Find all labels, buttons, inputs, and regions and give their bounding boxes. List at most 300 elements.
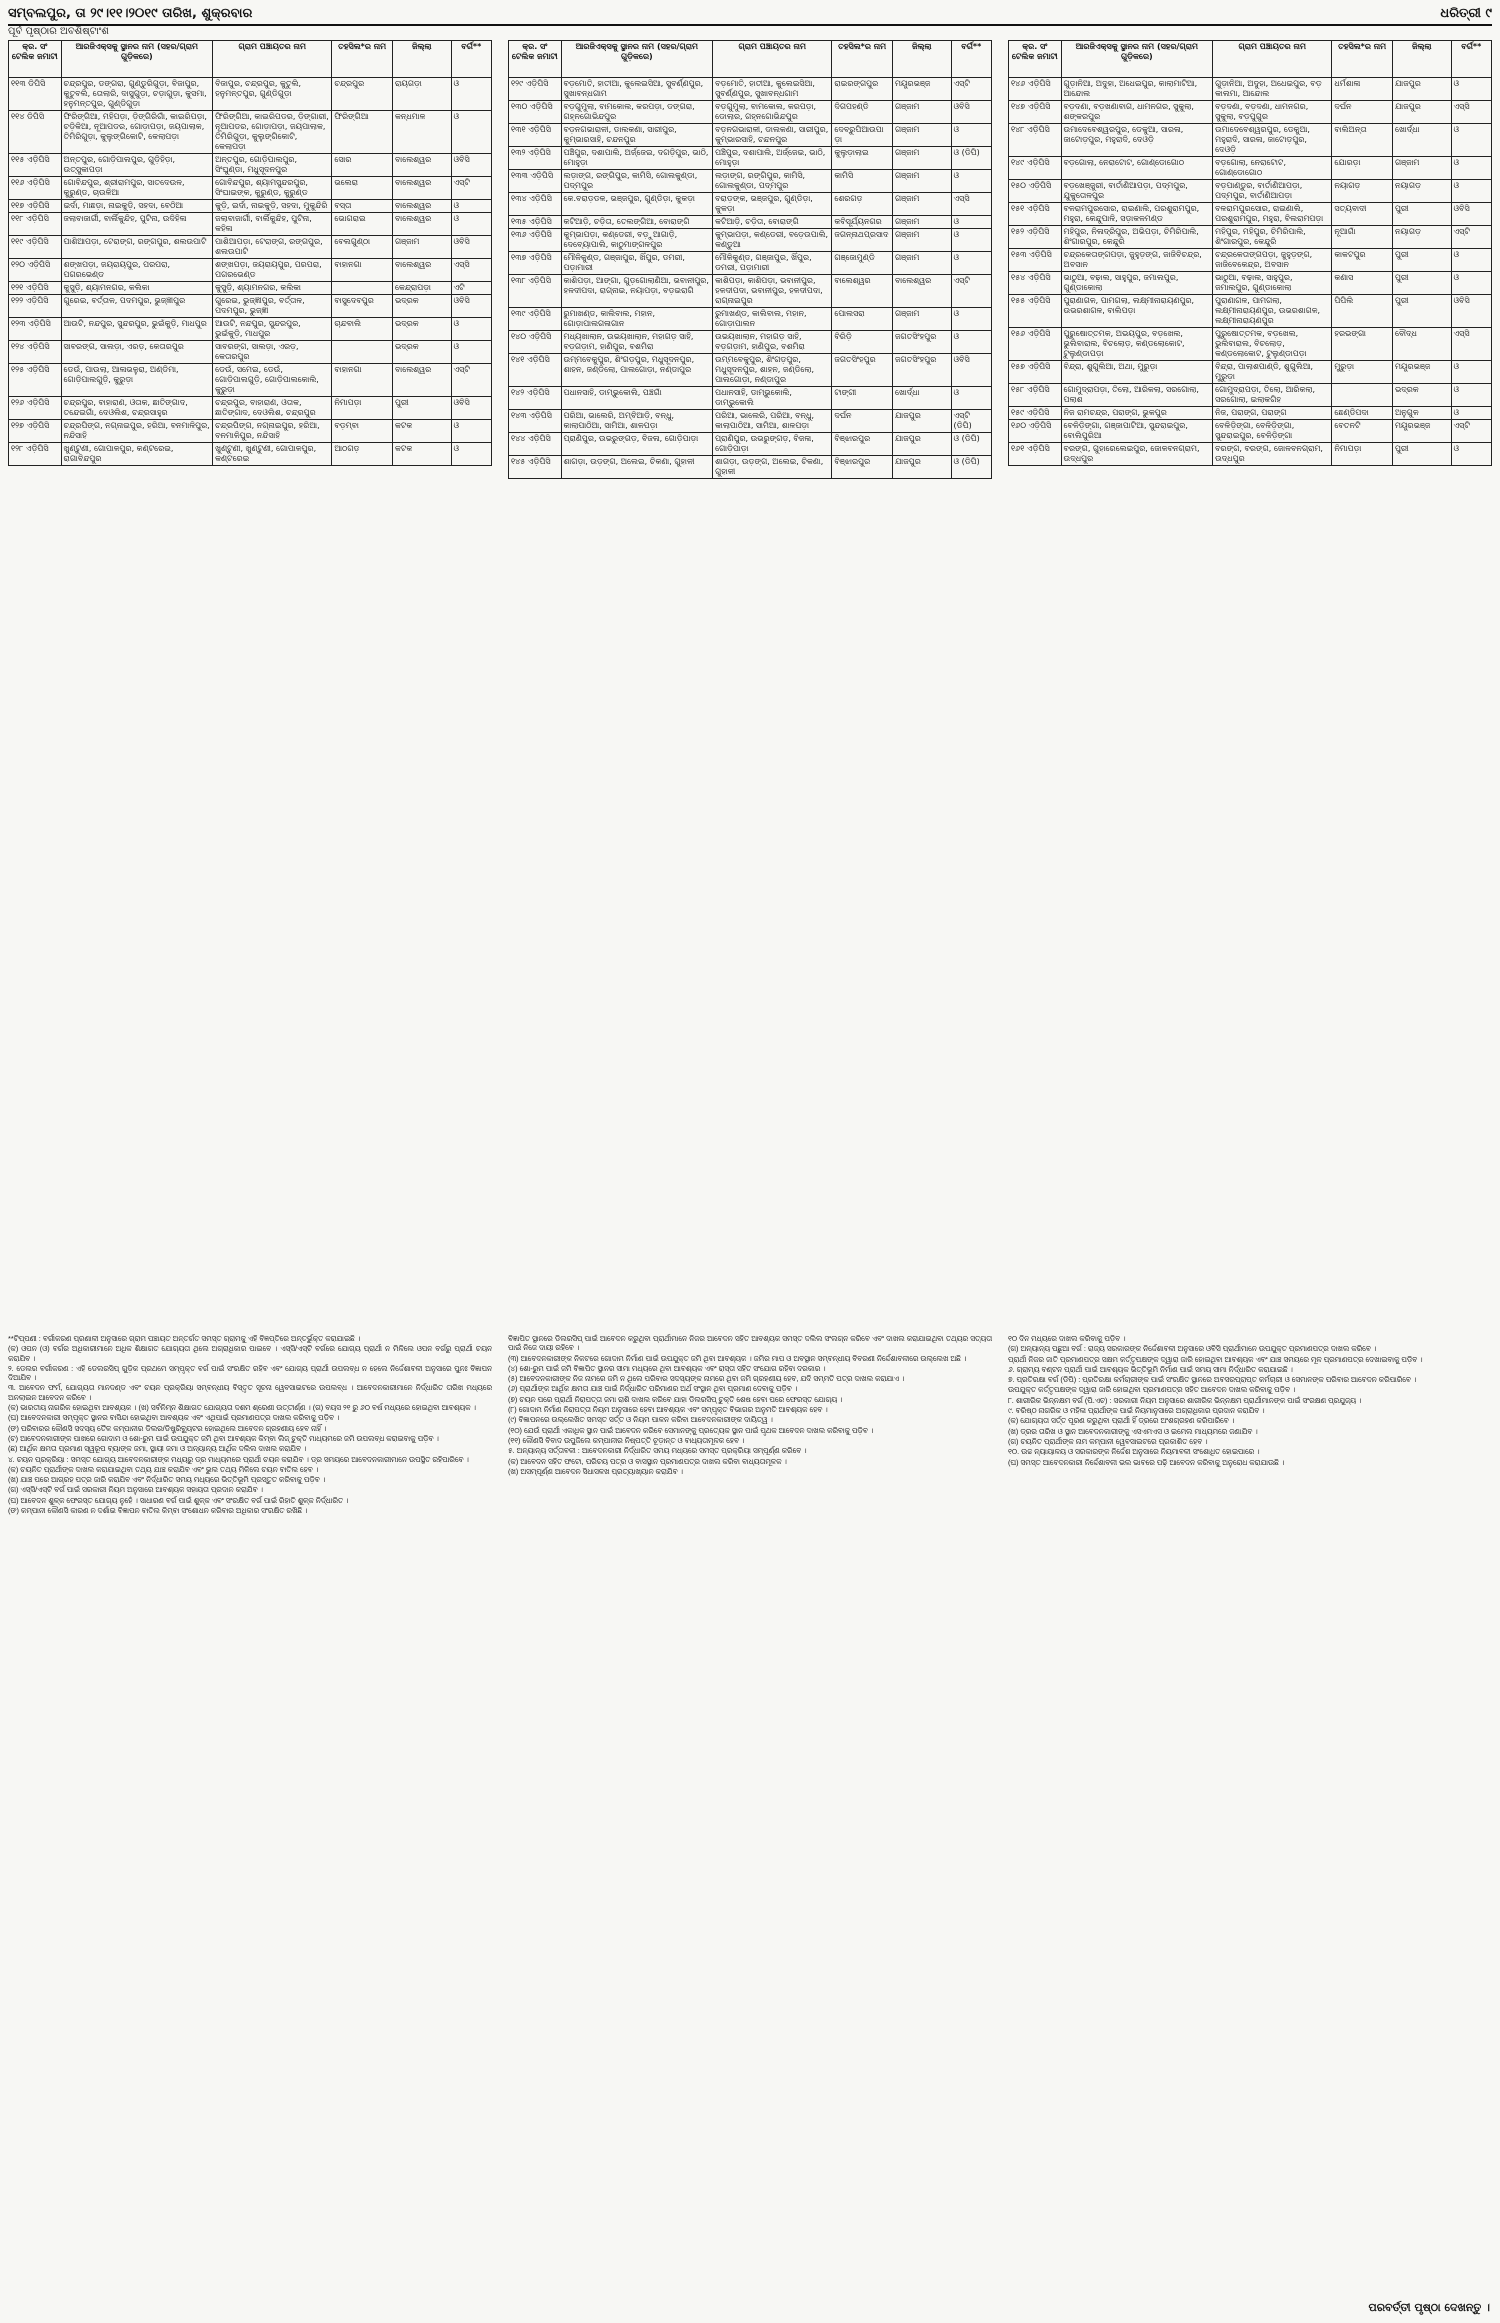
table-cell: ବେତନଟି — [1332, 420, 1393, 443]
table-cell: କୁଲୁଡ଼ାଲାଇ — [832, 147, 893, 170]
table-row — [509, 354, 992, 387]
table-cell: ଜଗତସିଂହପୁର — [832, 354, 893, 387]
table-cell: ଖୁଣ୍ଟୁଣୀ, ଗୋପାଳପୁର, କଣ୍ଟରେଇ, ରାଗାବିନ୍ଦପୁର — [61, 443, 213, 466]
table-cell: ପୁରୀ — [392, 397, 451, 420]
table-row — [9, 295, 492, 318]
table-cell: ପାଶିଆପଡ଼ା, ଟେରାଙ୍ଗ, ରଙ୍ଗପୁର, ଶଲଉପାଟି — [213, 236, 332, 259]
table-cell: ପୁରୀ — [1392, 203, 1451, 226]
text-column-2 — [508, 1334, 992, 2309]
table-cell: ଖୁଣ୍ଟୁଣୀ, ଖୁଣ୍ଟୁଣୀ, ଗୋପାଳପୁର, କଣ୍ଟରେଇ — [213, 443, 332, 466]
table-cell: ଓ — [451, 341, 491, 364]
table-cell — [1332, 384, 1393, 407]
body-paragraph: (୧୦) ଯେଉଁ ପ୍ରାର୍ଥୀ ଏକାଧିକ ସ୍ଥାନ ପାଇଁ ଆବେଦନ କରିବେ ସେମାନଙ୍କୁ ପ୍ରତ୍ୟେକ ସ୍ଥାନ ପାଇଁ ପୃଥକ ଆବେଦନ ଦାଖଲ କରିବାକୁ ପଡ଼ିବ । — [508, 1425, 874, 1435]
table-cell: ୧୩୯ ଏଡ଼ିପିସି — [509, 308, 562, 331]
table-row — [509, 331, 992, 354]
table-cell: ଓ (ଡିପି) — [951, 147, 991, 170]
column-header: ଜିଲ୍ଲା — [392, 41, 451, 78]
table-cell: ବୌଦ୍ଧ — [1392, 328, 1451, 361]
body-paragraph: (କ) ଯୋଗ୍ୟତା ସର୍ତ୍ତ ପୂରଣ କରୁଥିବା ପ୍ରାର୍ଥୀ ହିଁ ଡ୍ରରେ ଅଂଶଗ୍ରହଣ କରିପାରିବେ । — [1008, 1416, 1234, 1426]
table-row — [1009, 226, 1492, 249]
table-cell: ଇର୍ଦା, ମାଛଡ଼ା, ନାଇକୁଡ଼ି, ସହଦା, ବେଠିଆ — [61, 200, 213, 213]
table-cell: ବଡ଼ମ୍ବା — [332, 420, 393, 443]
table-row — [9, 154, 492, 177]
table-cell: କଣାସ — [1332, 272, 1393, 295]
table-cell: ପୁରାଣାଗଳ, ପାମଗଲା, ଲକ୍ଷ୍ମୀନାରାୟଣପୁର, ଉଭରଶାଗଳ, ବାଲିପଡ଼ା — [1061, 295, 1213, 328]
table-cell: ରାଇରଙ୍ଗପୁର — [832, 78, 893, 101]
table-cell: ଗଞ୍ଜାମ — [892, 124, 951, 147]
column-header: କ୍ର. ସଂ ଟେଲିକ ଜମାଟୀ — [9, 41, 62, 78]
table-cell: ୧୫୩ ଏଡ଼ିପିସି — [1009, 249, 1062, 272]
table-row — [509, 456, 992, 479]
table-row — [1009, 361, 1492, 384]
table-cell: ୧୨୪ ଏଡ଼ିପିସି — [9, 341, 62, 364]
table-row — [9, 397, 492, 420]
table-cell: ଓବିସି — [951, 354, 991, 387]
table-cell: ବାହାନଗା — [332, 259, 393, 282]
table-cell: ୧୫୫ ଏଡ଼ିପିସି — [1009, 295, 1062, 328]
table-cell: ଶାଗଡ଼ା, ଉଡ଼ଙ୍ଗ, ଅଲେଇ, ଚିକଣା, ଗୁହାଳୀ — [561, 456, 713, 479]
table-cell: ୧୪୧ ଏଡ଼ିପିସି — [509, 354, 562, 387]
table-cell: ୧୩୩ ଏଡ଼ିପିସି — [509, 170, 562, 193]
table-cell: ଏସ୍ଟି — [451, 177, 491, 200]
table-cell: ବେଲଗୁଣ୍ଠା — [332, 236, 393, 259]
table-cell: ୧୪୮ ଏଡ଼ିପିସି — [1009, 124, 1062, 157]
table-cell: ଭଲେରା — [332, 177, 393, 200]
table-cell: ଦେବ୍ରୁପିଆଉପାଡ଼ା — [832, 124, 893, 147]
table-cell: ଦର୍ଘନ — [1332, 101, 1393, 124]
table-cell: ୧୨୧ ଏଡ଼ିପିସି — [9, 282, 62, 295]
table-cell: ଯାଜପୁର — [892, 433, 951, 456]
table-cell: ଅନ୍ତପୁର, ଗୋଡ଼ିପାଲପୁର, ସିଂଘୁଣ୍ଡା, ମଧୁସୂଦନପୁର — [213, 154, 332, 177]
table-cell: ପାଶିଆପଡ଼ା, ଟେରାଙ୍ଗ, ରଙ୍ଗପୁର, ଶଲଉପାଟି — [61, 236, 213, 259]
table-cell: ଓବିସି — [451, 154, 491, 177]
table-cell: ଓ — [451, 111, 491, 154]
column-header: କ୍ର. ସଂ ଟେଲିକ ଜମାଟୀ — [1009, 41, 1062, 78]
body-paragraph: ବିଜ୍ଞାପିତ ସ୍ଥାନରେ ଡିଲରସିପ୍ ପାଇଁ ଆବେଦନ କରୁଥିବା ପ୍ରାର୍ଥୀମାନେ ନିଜର ଆବେଦନ ସହିତ ଆବଶ୍ୟକ ସମସ୍ତ ଦଲିଲ ସଂଲଗ୍ନ କରିବେ ଏବଂ ଦାଖଲ କରାଯାଇଥିବା ତଥ୍ୟର ସତ୍ୟତା ପାଇଁ ନିଜେ ଦାୟୀ ରହିବେ । — [508, 1334, 992, 1353]
table-cell: କାଶିପଡ଼ା, କାଶିପଡ଼ା, ଭବାନୀପୁର, ହଳଦୀପଦା, ଭବାନୀପୁର, ହଳଦୀପଦା, ରାଗ୍ନାଇପୁର — [713, 275, 832, 308]
table-cell: ବାଲେଶ୍ୱର — [392, 177, 451, 200]
table-row — [509, 216, 992, 229]
table-cell: ବାଲେଶ୍ୱର — [832, 275, 893, 308]
table-row — [1009, 124, 1492, 157]
table-cell: ଗଞ୍ଜାମ — [892, 147, 951, 170]
body-paragraph: ଉପଯୁକ୍ତ କର୍ତ୍ତୃପକ୍ଷଙ୍କ ଦ୍ୱାରା ଜାରି ହୋଇଥିବା ପ୍ରମାଣପତ୍ର ସହିତ ଆବେଦନ ଦାଖଲ କରିବାକୁ ପଡ଼ିବ । — [1008, 1385, 1296, 1395]
table-cell: କଟକ — [392, 420, 451, 443]
table-cell: ବସ୍ତା — [332, 200, 393, 213]
table-cell: ଖୋର୍ଦ୍ଧା — [1392, 124, 1451, 157]
body-paragraph: (ଛ) ଆର୍ଥିକ କ୍ଷମତା ପ୍ରମାଣ ସ୍ୱରୂପ ବ୍ୟାଙ୍କ ଜମା, ସ୍ଥାୟୀ ଜମା ଓ ଅନ୍ୟାନ୍ୟ ଆର୍ଥିକ ଦଲିଲ ଦାଖଲ କରାଯିବ । — [8, 1444, 307, 1454]
table-cell: ବଡ଼ନଗଭାରାଳୀ, ଡାଲକଣା, ସାରୀପୁର, କୁମ୍ଭାରସାହି, ଚନ୍ଦନପୁର — [561, 124, 713, 147]
body-paragraph: ୬. ଗ୍ରାମ୍ୟ ବଣ୍ଟନ ପ୍ରାର୍ଥୀ ପାଇଁ ଆବଶ୍ୟକ ଭିତ୍ତିଭୂମି ନିର୍ମାଣ ପାଇଁ ସମୟ ସୀମା ନିର୍ଦ୍ଧାରିତ କରାଯାଇଛି । — [1008, 1364, 1293, 1374]
table-cell: ରାୟଗଡ଼ା — [392, 78, 451, 111]
table-cell: ନୟାଗଡ଼ — [1392, 226, 1451, 249]
column-header: ଜିଲ୍ଲା — [892, 41, 951, 78]
table-cell: ଅନୁଗୁଳ — [1392, 407, 1451, 420]
table-cell: ଗଞ୍ଜାମ — [1392, 157, 1451, 180]
table-cell: କବିସୂର୍ଯ୍ୟନଗର — [832, 216, 893, 229]
table-cell: ଗଞ୍ଜାମ — [892, 170, 951, 193]
location-table-2 — [508, 40, 992, 479]
table-row — [509, 308, 992, 331]
table-cell: ୧୪୨ ଏଡ଼ିପିସି — [509, 387, 562, 410]
table-cell: ୧୨୩ ଏଡ଼ିପିସି — [9, 318, 62, 341]
table-row — [1009, 295, 1492, 328]
table-cell: ଆଉଟି, ନନ୍ଦପୁର, ସୁନ୍ଦରପୁର, ଭୁଇଁକୁଡ଼ି, ମାଧପୁର — [61, 318, 213, 341]
table-row — [1009, 272, 1492, 295]
table-cell: ବଡ଼ଦଣା, ବଡ଼ଦଣା, ଧାମନଗର, ସୁକୁଲା, ବଡ଼ପୁଗୁର — [1213, 101, 1332, 124]
text-column-1 — [8, 1334, 492, 2309]
table-cell: ଗୁଡ଼ାନିଆ, ଅଦୁହା, ଅଧେଇପୁର, କାଲାମାଟିଆ, ଆନ୍ଦୋଲ — [1061, 78, 1213, 101]
table-row — [9, 213, 492, 236]
table-cell: ଦିଗପହଣ୍ଡି — [832, 101, 893, 124]
table-cell: ପଞ୍ଚିପୁର, ଦଶାପାଲି, ଅର୍ଜ୍ଜେଇ, ଭାଠି, ମୋହୁଡ଼ା — [713, 147, 832, 170]
table-cell: ୧୫୯ ଏଡ଼ିପିସି — [1009, 407, 1062, 420]
table-cell: ଚନ୍ଦ୍ରପୁର, ବାହାରାଣ, ଓତାକ, ଛାତିଙ୍ଗାଦ, ତନ୍ଦେଇଗାଁ, ଦେଓଲିଶ, ଚନ୍ଦ୍ରସାହୁର — [61, 397, 213, 420]
table-cell: ଓ — [951, 216, 991, 229]
table-cell: କୁଡ଼ି, ଇର୍ଦା, ନାଇକୁଡ଼ି, ସହଦା, ମୁକୁନ୍ଦିରି — [213, 200, 332, 213]
table-cell: ବିଞ୍ଝାରପୁର — [832, 456, 893, 479]
table-cell: ୧୪୩ ଏଡ଼ିପିସି — [509, 410, 562, 433]
table-cell: ୧୪୦ ଏଡ଼ିପିସି — [509, 331, 562, 354]
table-cell: ଓ — [451, 443, 491, 466]
table-cell: ଭାଠୁଆ, ବଢ଼ାଲ, ସାହୁପୁର, ଜମାଲପୁର, ଗୁଣ୍ଡାକୋଲା — [1213, 272, 1332, 295]
table-cell: ମହିପୁର, ମହିପୁର, ଚିମିରିପାଲି, ଶିଂଗାରପୁର, କେନ୍ଦୁରି — [1213, 226, 1332, 249]
table-cell: କଟିଆଡ଼ି, ଚଡ଼ିତା, ବୋରାଙ୍ଗି — [713, 216, 832, 229]
table-cell: ୧୨୬ ଏଡ଼ିପିସି — [9, 397, 62, 420]
table-cell: ଖୋର୍ଦ୍ଧା — [892, 387, 951, 410]
table-cell: ଓ — [1451, 407, 1491, 420]
table-cell: କୁମ୍ଭାପଡ଼ା, କଣ୍ଡେରୀ, ବଡ଼େଉପାଲି, କଣ୍ଡୁଆ — [713, 229, 832, 252]
table-cell: ପରିଆ, ଭାଲେରି, ପରିଆ, ବନ୍ଧୁ, କାଲାପାଠିଆ, ସାମିଆ, ଶାଳପଡ଼ା — [713, 410, 832, 433]
table-cell: ବେଳିଡ଼ିଙ୍ଗା, ଗଞ୍ଜାପାଟିଆ, ସୁନ୍ଦରାଇପୁର, ବୋଲିପୁରିଆ — [1061, 420, 1213, 443]
table-cell: କାମିସି — [832, 170, 893, 193]
page-number: ଧରିତ୍ରୀ ୯ — [1440, 6, 1492, 21]
table-cell: ୧୩୬ ଏଡ଼ିପିସି — [509, 229, 562, 252]
table-cell: ବଡ଼ଖେଞ୍ଜୁରୀ, ବାର୍ତାଣିଆପଡ଼ା, ପଦ୍ମପୁର, ଯୁକୁତୋଳପୁର — [1061, 180, 1213, 203]
table-cell: ଓବିସି — [451, 397, 491, 420]
table-cell: ଏସ୍ସି — [951, 193, 991, 216]
table-cell: ନିଜ, ପରାଙ୍ଗ, ପରାଙ୍ଗ — [1213, 407, 1332, 420]
table-row — [9, 420, 492, 443]
table-cell: ଓ — [451, 318, 491, 341]
body-paragraph: (ଘ) ଆବେଦନକାରୀ ସମ୍ପୃକ୍ତ ସ୍ଥାନର ବାସିନ୍ଦା ହୋଇଥିବା ଆବଶ୍ୟକ ଏବଂ ଏଥିପାଇଁ ପ୍ରମାଣପତ୍ର ଦାଖଲ କରିବାକୁ ପଡ଼ିବ । — [8, 1413, 340, 1423]
table-column-3 — [1008, 40, 1492, 466]
table-row — [1009, 78, 1492, 101]
table-cell: କୁମ୍ଭାପଡ଼ା, କଣ୍ଡେରୀ, ବଡ଼ୁଆଗାଡ଼ି, ଦେବ୍ୟୋପାଲି, କାଠୁମାଙ୍ଗଳପୁର — [561, 229, 713, 252]
table-cell: ବିରିଡ଼ି — [832, 331, 893, 354]
body-paragraph: (୮) ଗୋଦାମ ନିର୍ମାଣ ନିରାପତ୍ତା ନିୟମ ଅନୁସାରେ ହେବା ଆବଶ୍ୟକ ଏବଂ ସମ୍ପୃକ୍ତ ବିଭାଗର ଅନୁମତି ଆବଶ୍ୟକ ହେବ । — [508, 1405, 828, 1415]
column-header: ଗ୍ରାମ ପଞ୍ଚାୟତର ନାମ — [213, 41, 332, 78]
table-cell: ଏସ୍ସି — [451, 259, 491, 282]
table-cell: ଯୋରଡ଼ା — [1332, 157, 1393, 180]
column-header: ତହସିଲ*ର ନାମ — [1332, 41, 1393, 78]
table-cell: ଗୁଡ଼ାନିଆ, ଅଦୁହା, ଅଧେଇପୁର, ବଡ଼ କାଲମା, ଆନ୍ଦୋଲ — [1213, 78, 1332, 101]
table-cell: ଶେରଗଡ଼ — [832, 193, 893, 216]
table-cell: ସାବରଙ୍ଗ, ସାଲଡ଼ା, ଏରଡ଼, କେତାରପୁର — [213, 341, 332, 364]
table-cell: ବାଲେଶ୍ୱର — [392, 364, 451, 397]
table-cell: ଧର୍ମଶାଳା — [1332, 78, 1393, 101]
table-header-row — [1009, 41, 1492, 78]
table-cell: ଫିରିଙ୍ଗିଆ, କାଇରିପଡର, ଡ଼ିଙ୍ଗାରୀ, ନୂଆପଡର, ଗୋଡ଼ାପଡ଼ା, ଜୟପାଲାକ, ତିମିରିଗୁଡ଼ା, କୁଲୁଙ୍ଗିକୋଟି, କେଲାପଡ଼ା — [213, 111, 332, 154]
table-cell: ବାଲେଶ୍ୱର — [392, 259, 451, 282]
table-cell: ୧୪୯ ଏଡ଼ିପିସି — [1009, 157, 1062, 180]
body-paragraph: (ଙ) ପରିବାରର କୌଣସି ସଦସ୍ୟ ତୈଳ କମ୍ପାନୀର ଡିଲର/ଡିଷ୍ଟ୍ରିବ୍ୟୁଟର ହୋଇଥିଲେ ଆବେଦନ ଗ୍ରହଣୀୟ ହେବ ନାହିଁ । — [8, 1423, 327, 1433]
table-cell: ଓ — [1451, 249, 1491, 272]
newspaper-dateline: ସମ୍ବଲପୁର, ତା ୨୯।୧୧।୨୦୧୯ ତାରିଖ, ଶୁକ୍ରବାର — [8, 6, 253, 21]
table-cell: କାଶିପଡ଼ା, ଆଙ୍ଗା, ଗୁଡ଼ଗୋଲାଣିଆ, ଭବାନୀପୁର, ହଳଦୀପଦା, ରାଗ୍ନାଇ, ନୟାପଡ଼ା, ବଡ଼ଇରାଗି — [561, 275, 713, 308]
column-header: ଜିଲ୍ଲା — [1392, 41, 1451, 78]
table-cell: ଟାଙ୍ଗୀ — [832, 387, 893, 410]
table-cell: ଓ — [1451, 272, 1491, 295]
table-cell: ଉମ୍ମବେକୁପୁର, ଶିଂଗଡ଼ପୁର, ମଧୁସୂଦନପୁର, ଶାହନ, ଜଣ୍ଡିଲୋ, ପାଲଗୋଡ଼ା, ନଣ୍ଡାପୁର — [713, 354, 832, 387]
table-cell: ପୁରୀ — [1392, 272, 1451, 295]
table-cell: ସୋର — [332, 154, 393, 177]
table-cell: ଚନ୍ଦ୍ରପୁର, ବାହାରାଣ, ଓତାକ, ଛାତିଙ୍ଗାଦ, ଦେଓଲିଶ, ଚନ୍ଦ୍ରପୁର — [213, 397, 332, 420]
table-cell: ଯାଜପୁର — [1392, 78, 1451, 101]
table-cell: ଓ — [951, 170, 991, 193]
table-row — [509, 101, 992, 124]
table-cell: ଶଙ୍ଖପଡ଼ା, ଜୟରାୟପୁର, ପରପରା, ପଗରଭେଣ୍ଡ — [213, 259, 332, 282]
body-paragraph: (ଗ) ଅନ୍ୟାନ୍ୟ ପଛୁଆ ବର୍ଗ : ରାଜ୍ୟ ସରକାରଙ୍କ ନିର୍ଦ୍ଦେଶାବଳୀ ଅନୁସାରେ ଓବିସି ପ୍ରାର୍ଥୀମାନେ ଉପଯୁକ୍ତ ପ୍ରମାଣପତ୍ର ଦାଖଲ କରିବେ । — [1008, 1344, 1377, 1354]
body-paragraph: ୯. ବରିଷ୍ଠ ନାଗରିକ ଓ ମହିଳା ପ୍ରାର୍ଥୀଙ୍କ ପାଇଁ ନିୟମାନୁସାରେ ଅଗ୍ରାଧିକାର ପ୍ରଦାନ କରାଯିବ । — [1008, 1406, 1265, 1416]
table-cell: ଓ — [451, 213, 491, 236]
table-cell: ଓ — [1451, 78, 1491, 101]
table-row — [509, 170, 992, 193]
table-cell: ଏଟି — [451, 282, 491, 295]
table-cell: ୧୫୧ ଏଡ଼ିପିସି — [1009, 203, 1062, 226]
table-row — [509, 433, 992, 456]
table-cell: ହରଭଙ୍ଗା — [1332, 328, 1393, 361]
table-cell: କାକଟପୁର — [1332, 249, 1393, 272]
table-cell: ଓ — [1451, 157, 1491, 180]
table-cell: ଅନ୍ତପୁର, ଗୋଡ଼ିପାଲପୁର, ଗୁଡ଼ିହିଡ଼ା, ଉତ୍ସୁକାପଡ଼ା — [61, 154, 213, 177]
body-paragraph: (କ) ଓପନ (ଓ) ବର୍ଗର ଅଧିକାରୀମାନେ ଅଧିକ ଶିକ୍ଷାଗତ ଯୋଗ୍ୟତା ଥିଲେ ଅଗ୍ରାଧିକାର ପାଇବେ । ଏସ୍ସି/ଏସ୍ଟି ବର୍ଗରେ ଯୋଗ୍ୟ ପ୍ରାର୍ଥୀ ନ ମିଳିଲେ ଓପନ ବର୍ଗରୁ ପ୍ରାର୍ଥୀ ଚୟନ କରାଯିବ । — [8, 1344, 492, 1363]
table-cell: ଶଙ୍ଖପଡ଼ା, ଜୟରାୟପୁର, ପରପରା, ପଗରଭେଣ୍ଡ — [61, 259, 213, 282]
table-cell: ବରାଡ଼ଙ୍କ, ଭଞ୍ଜପୁର, ଗୁଣ୍ଡିଡ଼ା, କୁକଡ଼ା — [713, 193, 832, 216]
table-cell: ଓବିସି — [1451, 295, 1491, 328]
table-row — [9, 177, 492, 200]
table-cell: ନୟାଗଡ଼ — [1392, 180, 1451, 203]
continued-label: ପୂର୍ବ ପୃଷ୍ଠାର ଅବଶିଷ୍ଟାଂଶ — [8, 26, 109, 37]
table-cell: ୧୩୨ ଏଡ଼ିପିସି — [509, 147, 562, 170]
table-cell: ଏସ୍ସି — [1451, 328, 1491, 361]
table-row — [1009, 407, 1492, 420]
table-cell: ଭଦ୍ରକ — [1392, 384, 1451, 407]
dealership-tables — [8, 40, 1492, 1330]
table-cell: ବାହାନଗା — [332, 364, 393, 397]
table-cell: ୧୧୪ ଡିପିସି — [9, 111, 62, 154]
table-cell: ପଞ୍ଚିପୁର, ଦଶାପାଲି, ଅର୍ଜ୍ଜେଇ, ଦଗଡ଼ିପୁର, ଭାଠି, ମୋହୁଡ଼ା — [561, 147, 713, 170]
table-cell: ପୋଲସରା — [832, 308, 893, 331]
table-cell: ୧୬୧ ଏଡ଼ିପିସି — [1009, 443, 1062, 466]
column-header: ବର୍ଗ** — [1451, 41, 1491, 78]
table-cell: ଚନ୍ଦ୍ରକେତାଙ୍ଗପଡ଼ା, ଜୁହୁଡ଼ଙ୍ଗ, ଜାଜିବିଚନ୍ଦ୍ର, ଅବସାନ — [1061, 249, 1213, 272]
body-paragraph: (କ) ଭାରତୀୟ ନାଗରିକ ହୋଇଥିବା ଆବଶ୍ୟକ । (ଖ) ସର୍ବନିମ୍ନ ଶିକ୍ଷାଗତ ଯୋଗ୍ୟତା ଦଶମ ଶ୍ରେଣୀ ଉତ୍ତୀର୍ଣ୍ଣ । (ଗ) ବୟସ ୨୧ ରୁ ୬୦ ବର୍ଷ ମଧ୍ୟରେ ହୋଇଥିବା ଆବଶ୍ୟକ । — [8, 1403, 476, 1413]
table-cell: ଚନ୍ଦ୍ରପିଙ୍ଗ, ନଗ୍ନାଇପୁର, ହରିଆ, ବନମାଳିପୁର, ନନ୍ଦିସାହି — [61, 420, 213, 443]
table-row — [1009, 328, 1492, 361]
table-cell: ୧୫୬ ଏଡ଼ିପିସି — [1009, 328, 1062, 361]
table-cell: ୧୨୮ ଏଡ଼ିପିସି — [9, 443, 62, 466]
body-paragraph: (ଘ) ସମସ୍ତ ଆବେଦନକାରୀ ନିର୍ଦ୍ଦେଶାବଳୀ ଭଲ ଭାବରେ ପଢ଼ି ଆବେଦନ କରିବାକୁ ଅନୁରୋଧ କରାଯାଉଛି । — [1008, 1457, 1285, 1467]
location-table-1 — [8, 40, 492, 466]
table-cell: ଲଡ଼ାଙ୍ଗ, ରଙ୍ଗିପୁର, କାମିସି, ଗୋଲକୁଣ୍ଡା, ପଦ୍ମପୁର — [713, 170, 832, 193]
body-paragraph: ୫. ଅନ୍ୟାନ୍ୟ ସର୍ତ୍ତାବଳୀ : ଆବେଦନକାରୀ ନିର୍ଦ୍ଧାରିତ ସମୟ ମଧ୍ୟରେ ସମସ୍ତ ପ୍ରକ୍ରିୟା ସମ୍ପୂର୍ଣ୍ଣ କରିବେ । — [508, 1446, 807, 1456]
table-cell: ଏସ୍ଟି (ଡିପି) — [951, 410, 991, 433]
column-header: ଆରଜିଏକ୍ସକୁ ସ୍ଥାନର ନାମ (ସହର/ଗ୍ରାମ ଗୁଡ଼ିକରେ) — [561, 41, 713, 78]
table-cell: ବଳରାମପୁରସୋର, ରାଇଣାଲି, ପରଶୁରାମପୁର, ମହୁରା, ବିଲରାମପଡ଼ା — [1213, 203, 1332, 226]
table-header-row — [9, 41, 492, 78]
table-cell: ବଡ଼ଗୋଲା, ନେରାଟୋଟ, ଗୋଣ୍ଡୋଗୋଠ — [1061, 157, 1213, 180]
table-cell: ଓ — [451, 420, 491, 443]
table-cell: ଗଞ୍ଜାମ — [892, 308, 951, 331]
table-row — [9, 341, 492, 364]
table-cell: ଓବିସି — [1451, 203, 1491, 226]
body-paragraph: (୭) ଚୟନ ପରେ ପ୍ରାର୍ଥୀ ନିରାପତ୍ତା ଜମା ରାଶି ଦାଖଲ କରିବେ ଯାହା ଡିଲରସିପ୍ ଚୁକ୍ତି ଶେଷ ହେବା ପରେ ଫେରସ୍ତ ଯୋଗ୍ୟ । — [508, 1394, 843, 1404]
table-cell: କଟକ — [392, 443, 451, 466]
table-cell: ୧୫୪ ଏଡ଼ିପିସି — [1009, 272, 1062, 295]
table-cell: ଏସ୍ଟି — [1451, 420, 1491, 443]
table-cell: ଓ — [451, 78, 491, 111]
table-cell: ଫିରିଙ୍ଗିଆ, ମହିପଡ଼ା, ଡ଼ିଙ୍ଗିରିଗାଁ, କାଇରିପଡ଼ା, ଚଡ଼ିକିଆ, ନୂଆପଡର, ଗୋଡ଼ାପଡ଼ା, ଜୟପାଲାକ, ତିମିରିଗୁଡ଼ା, କୁଲୁଙ୍ଗିକୋଟି, କେଲାପଡ଼ା — [61, 111, 213, 154]
table-cell: ଶାଗଡ଼ା, ଉଡ଼ଙ୍ଗ, ଅଲେଇ, ଚିକଣା, ଗୁହାଳୀ — [713, 456, 832, 479]
table-row — [9, 443, 492, 466]
table-cell: ଓ — [951, 387, 991, 410]
table-cell: ୧୨୦ ଏଡ଼ିପିସି — [9, 259, 62, 282]
table-cell: ପଧାନସାହି, ଡାମ୍ଭୁକୋଲି, ପଞ୍ଚଗାଁ — [561, 387, 713, 410]
table-row — [9, 364, 492, 397]
table-cell: ଚନ୍ଦ୍ରକେତାଙ୍ଗପଡ଼ା, ଜୁହୁଡ଼ଙ୍ଗ, ଜାଜିବେକେନ୍ଦ୍ର, ଅବସାନ — [1213, 249, 1332, 272]
table-cell: କେ.ବରାଡ଼ଡଳ, ଭଞ୍ଜପୁର, ଗୁଣ୍ଡିଡ଼ା, କୁକଡ଼ା — [561, 193, 713, 216]
body-paragraph: (ଙ) କମ୍ପାନୀ କୌଣସି କାରଣ ନ ଦର୍ଶାଇ ବିଜ୍ଞାପନ ବାତିଲ କିମ୍ବା ସଂଶୋଧନ କରିବାର ଅଧିକାର ସଂରକ୍ଷିତ ରଖିଛି । — [8, 1506, 308, 1516]
column-header: ତହସିଲ*ର ନାମ — [332, 41, 393, 78]
table-row — [509, 193, 992, 216]
table-cell — [332, 341, 393, 364]
table-cell: ପୁରାଣାଗଳ, ପାମଗଲା, ଲକ୍ଷ୍ମୀନାରାୟଣପୁର, ଉଭରଶାଗଳ, ଲକ୍ଷ୍ମୀନାରାୟଣପୁର — [1213, 295, 1332, 328]
body-paragraph: (ଗ) ଚୟନିତ ପ୍ରାର୍ଥୀଙ୍କ ନାମ କମ୍ପାନୀ ୱେବସାଇଟରେ ପ୍ରକାଶିତ ହେବ । — [1008, 1436, 1208, 1446]
table-cell: ଚାନ୍ଦବାଲି — [332, 318, 393, 341]
column-header: ବର୍ଗ** — [451, 41, 491, 78]
table-cell: ୧୨୯ ଏଡ଼ିପିସି — [509, 78, 562, 101]
body-paragraph: (କ) ଚୟନିତ ପ୍ରାର୍ଥୀଙ୍କ ଦାଖଲ କରାଯାଇଥିବା ତଥ୍ୟ ଯାଞ୍ଚ କରାଯିବ ଏବଂ ଭୁଲ ତଥ୍ୟ ମିଳିଲେ ଚୟନ ବାତିଲ ହେବ । — [8, 1464, 319, 1474]
table-cell: ଓ — [1451, 384, 1491, 407]
column-header: ଗ୍ରାମ ପଞ୍ଚାୟତର ନାମ — [713, 41, 832, 78]
table-cell: ୧୫୮ ଏଡ଼ିପିସି — [1009, 384, 1062, 407]
table-cell: ମୟୂରଭଞ୍ଜ — [1392, 420, 1451, 443]
table-cell: ସାବରଙ୍ଗ, ସାଲଡ଼ା, ଏରଡ଼, କେତାରପୁର — [61, 341, 213, 364]
location-table-3 — [1008, 40, 1492, 466]
table-cell: କେନ୍ଦ୍ରାପଡ଼ା — [392, 282, 451, 295]
table-cell: ବାଲେଶ୍ୱର — [892, 275, 951, 308]
table-cell: ନିମାପଡ଼ା — [332, 397, 393, 420]
table-row — [9, 200, 492, 213]
table-cell: ଉଭୟଖାଲାନ, ମହାଗଡ଼ ସାହି, ବଡ଼ଗଡ଼ାମ, ହାଣିପୁର, ବଶମିରା — [713, 331, 832, 354]
table-cell: ପିପିଲି — [1332, 295, 1393, 328]
table-cell: ବାଲେଶ୍ୱର — [392, 200, 451, 213]
table-cell: ଓ — [1451, 124, 1491, 157]
table-cell: ଯାଜପୁର — [1392, 101, 1451, 124]
body-paragraph: **ଟିପ୍ପଣୀ : ବର୍ଗୀକରଣ ପ୍ରଣାଳୀ ଅନୁସାରେ ଗ୍ରାମ ପଞ୍ଚାୟତ ଅନ୍ତର୍ଗତ ସମସ୍ତ ଗ୍ରାମକୁ ଏହି ବିଜ୍ଞପ୍ତିରେ ଅନ୍ତର୍ଭୁକ୍ତ କରାଯାଇଛି । — [8, 1334, 360, 1343]
table-cell: ଓ (ଡିପି) — [951, 456, 991, 479]
table-row — [9, 111, 492, 154]
table-cell: ଓବିସି — [451, 236, 491, 259]
table-cell: ଗଞ୍ଜାମ — [392, 236, 451, 259]
table-cell: ପ୍ରାଣିପୁର, ଉଭରୁଙ୍ଗଡ଼, ବିଜଳା, ଗୋଡ଼ିପାଡ଼ା — [713, 433, 832, 456]
column-header: ଗ୍ରାମ ପଞ୍ଚାୟତର ନାମ — [1213, 41, 1332, 78]
body-paragraph: (୫) ଆବେଦନକାରୀଙ୍କ ନିଜ ନାମରେ ଜମି ନ ଥିଲେ ପରିବାର ସଦସ୍ୟଙ୍କ ନାମରେ ଥିବା ଜମି ଗ୍ରହଣୀୟ ହେବ, ଯଦି ସମ୍ମତି ପତ୍ର ଦାଖଲ କରାଯାଏ । — [508, 1374, 905, 1384]
table-cell: ଜଲାବାଜାର୍ଗୀ, ବାର୍ଲିକୁନ୍ଦିହ, ପୁଟିନା, କହିଳା — [213, 213, 332, 236]
text-column-3 — [1008, 1334, 1492, 2309]
table-cell: ଡେଉଁ, ସମେଇ, ଡେଉଁ, ଗୋଡ଼ିପାଲଗୁଡ଼ି, ଗୋଡ଼ିପାଲକୋଲି, କୁରୁଡ଼ା — [213, 364, 332, 397]
table-cell: ଓ (ଡିପି) — [951, 433, 991, 456]
column-header: ଆରଜିଏକ୍ସକୁ ସ୍ଥାନର ନାମ (ସହର/ଗ୍ରାମ ଗୁଡ଼ିକରେ) — [61, 41, 213, 78]
table-cell: ୧୧୭ ଏଡ଼ିପିସି — [9, 200, 62, 213]
table-cell: ବଡ଼ଗୋଲା, ନେରାଟୋଟ, ଗୋଣ୍ଡୋଗୋଠ — [1213, 157, 1332, 180]
table-cell: ନୟାଗଡ଼ — [1332, 180, 1393, 203]
table-cell: ଏସ୍ଟି — [1451, 226, 1491, 249]
table-cell: ରୁମାଖଣ୍ଡ, କାଲିବାଲ, ମହାନ, ଗୋଡ଼ାପାଲଗଳାଗାନ — [561, 308, 713, 331]
table-cell: ପୁରୁଷୋତ୍ତମକ, ଅଭୟପୁର, ବଡ଼ଖେଲ, ଭୁଲିବାରାଲ, ବିଚଲୋଡ଼, କଣ୍ଡଲୋକୋଟ, ଟୁଲୁଣ୍ଡାପଡ଼ା — [1061, 328, 1213, 361]
table-cell: ବଡ଼ପାଣ୍ଡୁର, ବାର୍ତାଣିଆପଡ଼ା, ପଦ୍ମପୁର, ବାର୍ତାଣିଆପଡ଼ା — [1213, 180, 1332, 203]
table-row — [509, 387, 992, 410]
table-cell: ଓ — [951, 124, 991, 147]
table-cell: ୧୧୫ ଏଡ଼ିପିସି — [9, 154, 62, 177]
table-cell: ୧୨୭ ଏଡ଼ିପିସି — [9, 420, 62, 443]
table-cell: ୧୪୬ ଏଡ଼ିପିସି — [1009, 78, 1062, 101]
table-cell: ଜଲାବାଜାର୍ଗୀ, ବାର୍ଲିକୁନ୍ଦିହ, ପୁଟିନା, ଉଦିହିଳା — [61, 213, 213, 236]
table-row — [509, 124, 992, 147]
table-cell: ଓ — [951, 252, 991, 275]
table-cell: ୧୨୨ ଏଡ଼ିପିସି — [9, 295, 62, 318]
body-paragraph: (କ) ଆବେଦନ ସହିତ ଫଟୋ, ପରିଚୟ ପତ୍ର ଓ ବାସସ୍ଥାନ ପ୍ରମାଣପତ୍ର ଦାଖଲ କରିବା ବାଧ୍ୟତାମୂଳକ । — [508, 1456, 787, 1466]
table-cell: ଗଞ୍ଜାମ — [892, 193, 951, 216]
table-cell: ଗୋବିନ୍ଦପୁର, ଶ୍ରୀରାମପୁର, ସାତଦେଉଳ, କୁରୁଣ୍ଡ, ଚାଉଳିଆ — [61, 177, 213, 200]
table-row — [1009, 420, 1492, 443]
table-cell: କୁସୁଡ଼ି, ଶ୍ୟାମନଗର, କଲିକା — [61, 282, 213, 295]
table-cell: ଗୋମୁଦ୍ରାପଡ଼ା, ତିଲୋ, ଆରିକଲା, ସରଗୋଲା, ପଲାଶ — [1061, 384, 1213, 407]
table-cell: ପରିଆ, ଭାଲେରି, ଅମ୍ବିଆଡ଼ି, ବନ୍ଧୁ, କାଲାପାଠିଆ, ସାମିଆ, ଶାଳପଡ଼ା — [561, 410, 713, 433]
table-cell: ଓ — [951, 308, 991, 331]
table-cell: ବଡ଼ମୋତି, ହାତୀଆ, କୁଲେଇସିଆ, ସୁବର୍ଣ୍ଣପୁର, ସୁଖାବନ୍ଧଗାମ — [713, 78, 832, 101]
table-cell: ଏସ୍ସି — [1451, 101, 1491, 124]
table-cell: ପୁରୁଷୋତ୍ତମକ, ବଡ଼ଖେଲ, ଭୁଲିବାରାଲ, ବିଚଲୋଡ଼, କଣ୍ଡଲୋକୋଟ, ଟୁଲୁଣ୍ଡାପଡ଼ା — [1213, 328, 1332, 361]
table-cell: ୧୧୩ ଡିପିସି — [9, 78, 62, 111]
body-paragraph: ୪. ଚୟନ ପ୍ରକ୍ରିୟା : ସମସ୍ତ ଯୋଗ୍ୟ ଆବେଦନକାରୀଙ୍କ ମଧ୍ୟରୁ ଡ୍ର ମାଧ୍ୟମରେ ପ୍ରାର୍ଥୀ ଚୟନ କରାଯିବ । ଡ୍ର ସମୟରେ ଆବେଦନକାରୀମାନେ ଉପସ୍ଥିତ ରହିପାରିବେ । — [8, 1454, 469, 1464]
table-cell: ଲଡ଼ାଙ୍ଗ, ରଙ୍ଗିପୁର, କାମିସି, ଗୋଲକୁଣ୍ଡା, ପଦ୍ମପୁର — [561, 170, 713, 193]
table-cell: ଜଗତସିଂହପୁର — [892, 354, 951, 387]
table-row — [1009, 249, 1492, 272]
body-paragraph: (ଖ) ଯାଞ୍ଚ ପରେ ଆଗ୍ରହ ପତ୍ର ଜାରି କରାଯିବ ଏବଂ ନିର୍ଦ୍ଧାରିତ ସମୟ ମଧ୍ୟରେ ଭିତ୍ତିଭୂମି ପ୍ରସ୍ତୁତ କରିବାକୁ ପଡ଼ିବ । — [8, 1475, 326, 1485]
table-row — [1009, 157, 1492, 180]
table-cell: ପଧାନସାହି, ଡାମ୍ଭୁକୋଲି, ଡାମ୍ଭୁକୋଲି — [713, 387, 832, 410]
table-row — [9, 259, 492, 282]
table-cell: ବେଳିଡ଼ିଙ୍ଗା, ବେଳିଡ଼ିଙ୍ଗା, ସୁନ୍ଦରାଇପୁର, ବେଳିଡ଼ିଙ୍ଗା — [1213, 420, 1332, 443]
table-cell: ୧୧୮ ଏଡ଼ିପିସି — [9, 213, 62, 236]
body-paragraph: (୪) ଶୋ-ରୁମ ପାଇଁ ଜମି ବିଜ୍ଞାପିତ ସ୍ଥାନର ସୀମା ମଧ୍ୟରେ ଥିବା ଆବଶ୍ୟକ ଏବଂ ରାସ୍ତା ସହିତ ସଂଯୋଗ ରହିବା ଦରକାର । — [508, 1363, 826, 1373]
body-paragraph: (୩) ଆବେଦନକାରୀଙ୍କ ନିକଟରେ ଗୋଦାମ ନିର୍ମାଣ ପାଇଁ ଉପଯୁକ୍ତ ଜମି ଥିବା ଆବଶ୍ୟକ । ଜମିର ମାପ ଓ ଅବସ୍ଥାନ ସମ୍ବନ୍ଧୀୟ ବିବରଣୀ ନିର୍ଦ୍ଦେଶାବଳୀରେ ଉଲ୍ଲେଖ ଅଛି । — [508, 1353, 967, 1363]
body-paragraph: ୭. ପ୍ରତିରକ୍ଷା ବର୍ଗ (ଡିପି) : ପ୍ରତିରକ୍ଷା କର୍ମଚାରୀଙ୍କ ପାଇଁ ସଂରକ୍ଷିତ ସ୍ଥାନରେ ଅବସରପ୍ରାପ୍ତ କର୍ମଚାରୀ ଓ ସେମାନଙ୍କ ପରିବାର ଆବେଦନ କରିପାରିବେ । — [1008, 1375, 1417, 1385]
table-row — [9, 282, 492, 295]
table-cell: ଓ — [1451, 180, 1491, 203]
table-cell: ୧୪୫ ଏଡ଼ିପିସି — [509, 456, 562, 479]
table-cell: ଭୋଗରାଇ — [332, 213, 393, 236]
table-cell: ବଡ଼ମୋତି, ହାତୀଆ, କୁଲେଇସିଆ, ସୁବର୍ଣ୍ଣପୁର, ସୁଖାବନ୍ଧଗାମ — [561, 78, 713, 101]
table-cell: ଗଞ୍ଜାମ — [892, 101, 951, 124]
table-cell: ବଡ଼ନଗଭାରାଳୀ, ଡାଲକଣା, ସାରୀପୁର, କୁମ୍ଭାରସାହି, ଚନ୍ଦନପୁର — [713, 124, 832, 147]
table-cell: ଓ — [951, 331, 991, 354]
table-cell: ଓ — [951, 229, 991, 252]
table-cell: ଭଦ୍ରକ — [392, 318, 451, 341]
table-cell: ଓବିସି — [951, 101, 991, 124]
